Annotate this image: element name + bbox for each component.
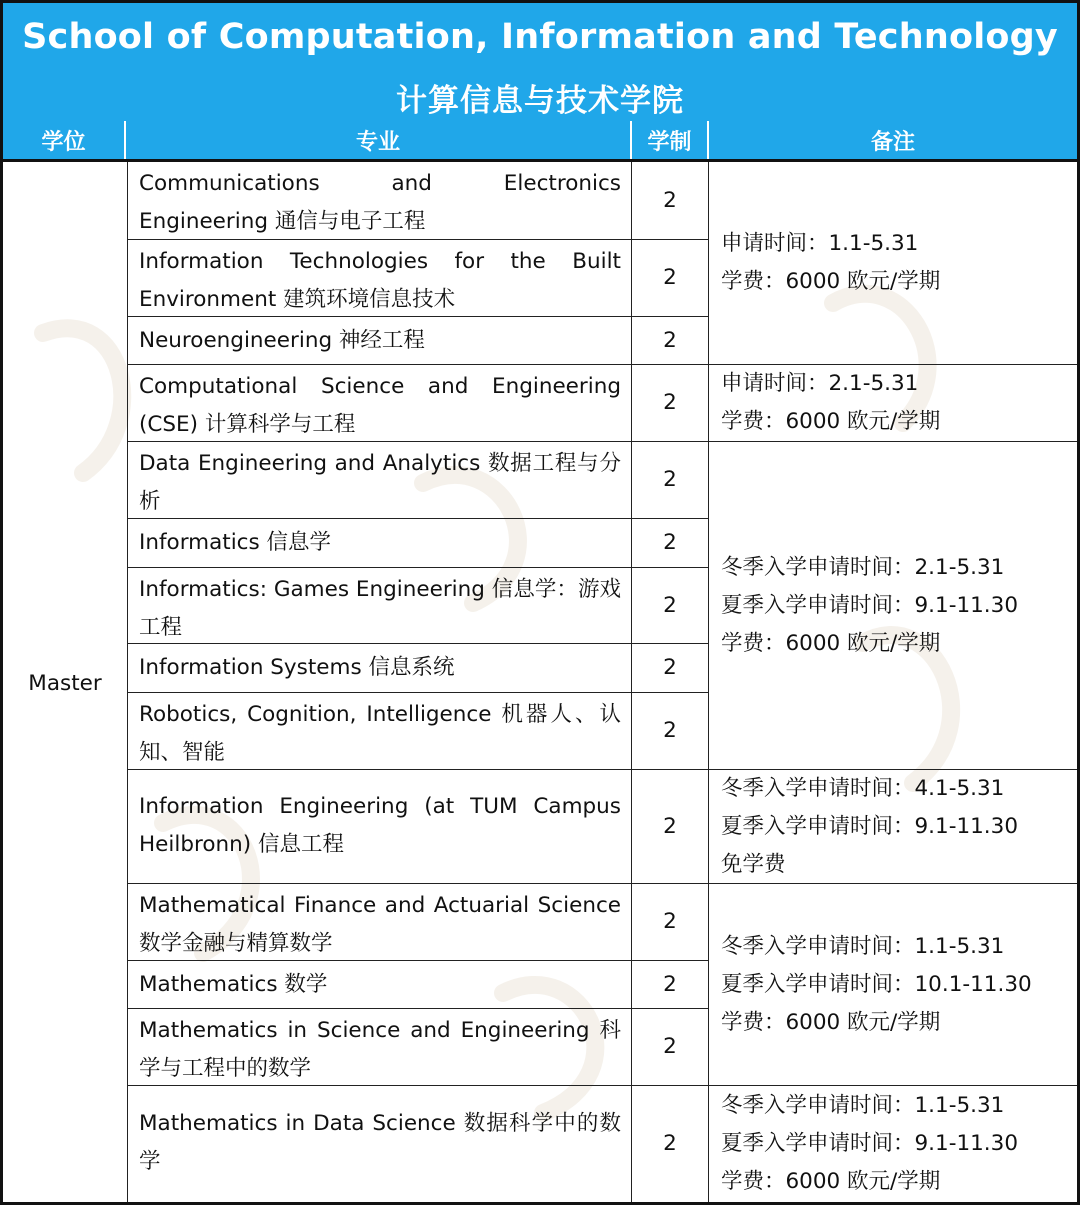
- program-years: 2: [632, 568, 709, 644]
- program-name: Information Systems 信息系统: [128, 644, 632, 693]
- program-name: Informatics: Games Engineering 信息学：游戏工程: [128, 568, 632, 644]
- remarks-line: 冬季入学申请时间：1.1-5.31: [721, 1093, 1005, 1118]
- program-name: Informatics 信息学: [128, 519, 632, 568]
- column-header-major: 专业: [126, 121, 632, 159]
- title-chinese: 计算信息与技术学院: [396, 83, 684, 119]
- program-name: Data Engineering and Analytics 数据工程与分析: [128, 442, 632, 519]
- column-header-remarks: 备注: [709, 121, 1077, 159]
- program-years: 2: [632, 770, 709, 884]
- program-years: 2: [632, 1009, 709, 1086]
- remarks-cell: [709, 1086, 1077, 1202]
- program-years: 2: [632, 961, 709, 1009]
- remarks-cell: [709, 162, 1077, 365]
- remarks-line: 夏季入学申请时间：10.1-11.30: [721, 971, 1032, 997]
- program-name: Mathematics in Science and Engineering 科学与工程中的数学: [128, 1009, 632, 1086]
- remarks-line: 学费：6000 欧元/学期: [721, 1169, 941, 1194]
- program-years: 2: [632, 240, 709, 317]
- program-name: Computational Science and Engineering (CSE) 计算科学与工程: [128, 365, 632, 442]
- title-banner: [3, 3, 1077, 121]
- remarks-line: 夏季入学申请时间：9.1-11.30: [721, 1131, 1019, 1156]
- program-years: 2: [632, 442, 709, 519]
- remarks-line: 学费：6000 欧元/学期: [721, 630, 941, 656]
- title-english: School of Computation, Information and Technology: [22, 17, 1058, 57]
- program-years: 2: [632, 884, 709, 961]
- program-name: Information Engineering (at TUM Campus Heilbronn) 信息工程: [128, 770, 632, 884]
- remarks-line: 免学费: [721, 851, 786, 877]
- program-years: 2: [632, 519, 709, 568]
- remarks-line: 学费：6000 欧元/学期: [721, 1009, 941, 1035]
- program-name: Neuroengineering 神经工程: [128, 317, 632, 365]
- remarks-line: 学费：6000 欧元/学期: [721, 409, 941, 434]
- program-years: 2: [632, 317, 709, 365]
- remarks-cell: [709, 365, 1077, 442]
- remarks-line: 冬季入学申请时间：2.1-5.31: [721, 554, 1005, 580]
- program-name: Communications and Electronics Engineering 通信与电子工程: [128, 162, 632, 240]
- program-name: Mathematics 数学: [128, 961, 632, 1009]
- program-years: 2: [632, 693, 709, 770]
- remarks-line: 夏季入学申请时间：9.1-11.30: [721, 813, 1019, 839]
- column-header-duration: 学制: [632, 121, 709, 159]
- program-years: 2: [632, 162, 709, 240]
- remarks-cell: [709, 770, 1077, 884]
- program-name: Information Technologies for the Built Environment 建筑环境信息技术: [128, 240, 632, 317]
- program-name: Robotics, Cognition, Intelligence 机器人、认知、智能: [128, 693, 632, 770]
- remarks-line: 申请时间：2.1-5.31: [721, 371, 919, 396]
- remarks-line: 冬季入学申请时间：1.1-5.31: [721, 933, 1005, 959]
- program-name: Mathematics in Data Science 数据科学中的数学: [128, 1086, 632, 1202]
- program-name: Mathematical Finance and Actuarial Science 数学金融与精算数学: [128, 884, 632, 961]
- degree-cell: Master: [3, 162, 128, 1205]
- remarks-cell: [709, 442, 1077, 770]
- program-years: 2: [632, 1086, 709, 1202]
- remarks-line: 夏季入学申请时间：9.1-11.30: [721, 592, 1019, 618]
- program-years: 2: [632, 644, 709, 693]
- program-years: 2: [632, 365, 709, 442]
- column-header-degree: 学位: [3, 121, 126, 159]
- remarks-line: 冬季入学申请时间：4.1-5.31: [721, 775, 1005, 801]
- remarks-cell: [709, 884, 1077, 1086]
- remarks-line: 学费：6000 欧元/学期: [721, 269, 941, 294]
- remarks-line: 申请时间：1.1-5.31: [721, 231, 919, 256]
